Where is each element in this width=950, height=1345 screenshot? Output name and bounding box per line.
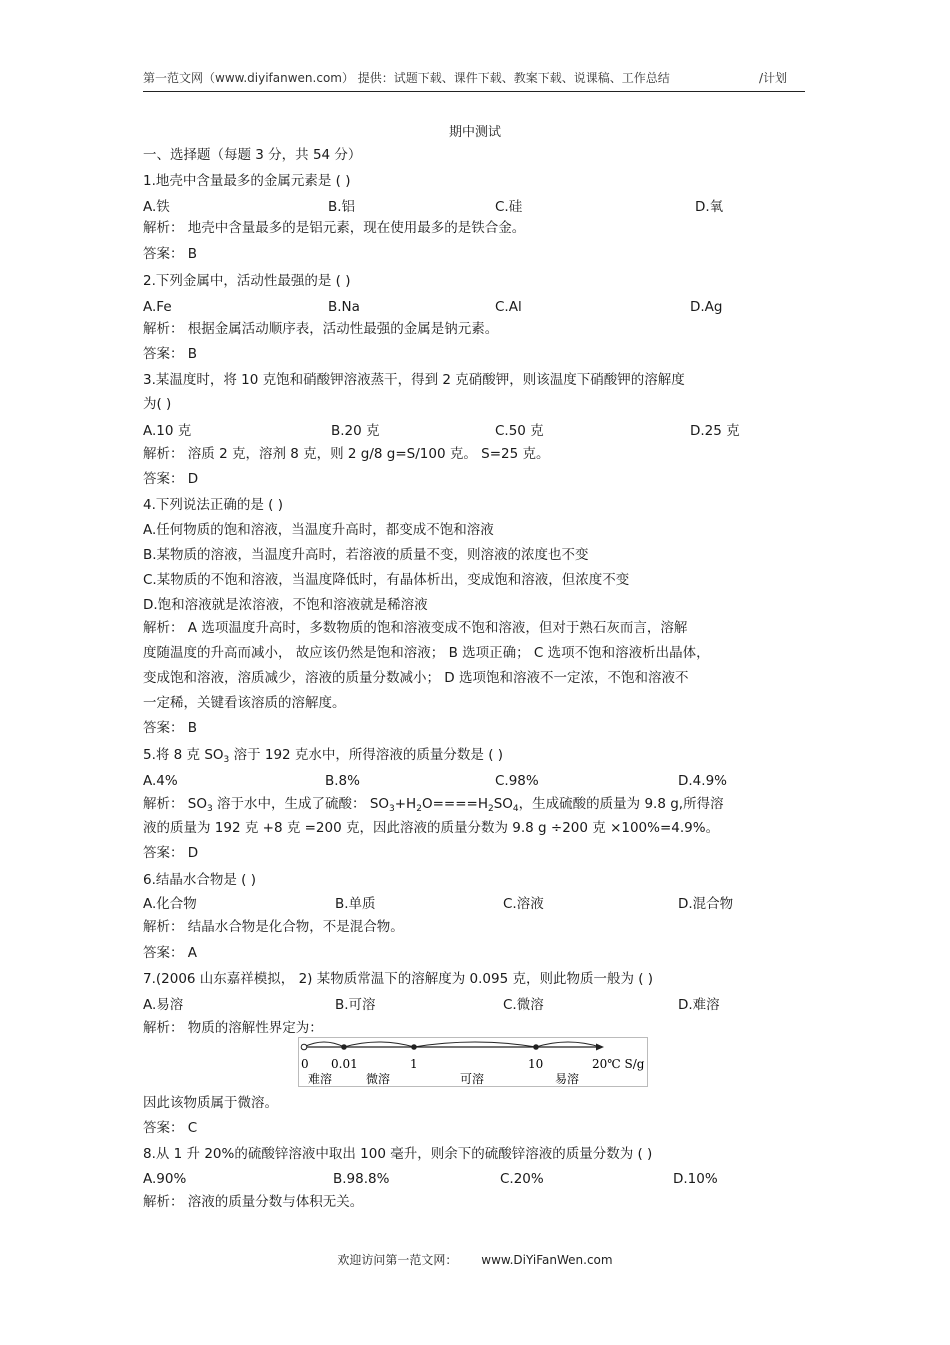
q5-analysis-line-1 [143,795,724,818]
q8-option-c: C.20% [500,1171,544,1187]
q5-stem-subscript: 3 [223,755,230,765]
q6-analysis: 解析： 结晶水合物是化合物，不是混合物。 [143,919,404,935]
tick-label: 0.01 [331,1057,358,1071]
q3-option-a: A.10 克 [143,423,192,439]
q2-option-b: B.Na [328,299,360,315]
q5-analysis-text: 溶于水中，生成了硫酸： SO [212,796,390,812]
scale-point-0 [301,1044,307,1050]
q1-answer: 答案： B [143,246,198,262]
region-label: 易溶 [555,1072,580,1086]
q4-choice-b: B.某物质的溶液，当温度升高时，若溶液的质量不变，则溶液的浓度也不变 [143,547,589,563]
region-arc-kerong [414,1042,536,1047]
q6-option-c: C.溶液 [503,896,544,912]
q5-analysis-text: 解析： SO [143,796,207,812]
header-left-text: 第一范文网（www.diyifanwen.com） 提供：试题下载、课件下载、教案下载、说课稿、工作总结 [143,71,670,85]
q4-choice-c: C.某物质的不饱和溶液，当温度降低时，有晶体析出，变成饱和溶液，但浓度不变 [143,572,630,588]
q2-option-a: A.Fe [143,299,172,315]
header-right-text: /计划 [758,71,787,85]
scale-point-0.01 [341,1044,347,1050]
q4-answer: 答案： B [143,720,198,736]
q5-analysis-text: ，生成硫酸的质量为 9.8 g,所得溶 [518,796,724,812]
q8-option-b: B.98.8% [333,1171,390,1187]
q4-choice-d: D.饱和溶液就是浓溶液，不饱和溶液就是稀溶液 [143,597,428,613]
question-8-stem: 8.从 1 升 20%的硫酸锌溶液中取出 100 毫升，则余下的硫酸锌溶液的质量分数为 ( ) [143,1146,653,1162]
q5-stem-part-b: 溶于 192 克水中，所得溶液的质量分数是 ( ) [229,747,504,763]
question-2-stem: 2.下列金属中，活动性最强的是 ( ) [143,273,351,289]
solubility-scale-figure [298,1037,648,1087]
q5-answer: 答案： D [143,845,199,861]
q7-conclusion: 因此该物质属于微溶。 [143,1095,278,1111]
subscript-3: 3 [207,804,213,814]
q3-answer: 答案： D [143,471,199,487]
header-divider [143,91,805,92]
q8-analysis: 解析： 溶液的质量分数与体积无关。 [143,1194,364,1210]
tick-label: 10 [528,1057,544,1071]
q5-option-b: B.8% [325,773,360,789]
scale-point-1 [411,1044,417,1050]
region-arc-weirong [344,1042,414,1047]
subscript-3: 3 [389,804,395,814]
region-arc-nanrong [304,1042,344,1047]
q8-option-d: D.10% [673,1171,718,1187]
q1-option-a: A.铁 [143,199,170,215]
subscript-4: 4 [512,804,519,814]
q7-analysis: 解析： 物质的溶解性界定为： [143,1020,323,1036]
scale-point-10 [533,1044,539,1050]
q5-stem-part-a: 5.将 8 克 SO [143,747,224,763]
q6-option-a: A.化合物 [143,896,197,912]
q2-option-d: D.Ag [690,299,723,315]
region-label: 难溶 [308,1072,333,1086]
q7-option-a: A.易溶 [143,997,184,1013]
question-4-stem: 4.下列说法正确的是 ( ) [143,497,283,513]
q5-analysis-text: O====H [421,796,488,812]
q6-answer: 答案： A [143,945,198,961]
q1-option-c: C.硅 [495,199,523,215]
q4-analysis-line-4: 一定稀，关键看该溶质的溶解度。 [143,695,346,711]
q3-option-b: B.20 克 [331,423,380,439]
tick-label: 0 [301,1057,309,1071]
footer-text: 欢迎访问第一范文网： [337,1253,458,1267]
q1-analysis: 解析： 地壳中含量最多的是铝元素，现在使用最多的是铁合金。 [143,220,526,236]
footer-url-link[interactable]: www.DiYiFanWen.com [481,1253,613,1267]
region-label: 微溶 [366,1072,391,1086]
q5-analysis-text: SO [493,796,513,812]
q7-option-c: C.微溶 [503,997,544,1013]
question-3-stem: 3.某温度时，将 10 克饱和硝酸钾溶液蒸干，得到 2 克硝酸钾，则该温度下硝酸钾的溶解度 [143,372,685,388]
tick-label: 1 [410,1057,418,1071]
q3-option-c: C.50 克 [495,423,544,439]
q7-answer: 答案： C [143,1120,198,1136]
q2-analysis: 解析： 根据金属活动顺序表，活动性最强的金属是钠元素。 [143,321,499,337]
q3-option-d: D.25 克 [690,423,740,439]
q7-option-b: B.可溶 [335,997,376,1013]
q1-option-d: D.氧 [695,199,724,215]
page-title: 期中测试 [448,125,501,140]
subscript-2: 2 [487,804,494,814]
q4-analysis-line-3: 变成饱和溶液，溶质减少，溶液的质量分数减小； D 选项饱和溶液不一定浓，不饱和溶液不 [143,670,689,686]
section-heading: 一、选择题（每题 3 分，共 54 分） [143,147,362,163]
q1-option-b: B.铝 [328,199,356,215]
region-label: 可溶 [460,1072,485,1086]
q5-analysis-text: +H [394,796,417,812]
page-footer [0,1251,950,1268]
q3-analysis: 解析： 溶质 2 克，溶剂 8 克，则 2 g/8 g=S/100 克。 S=25 克。 [143,446,550,462]
question-6-stem: 6.结晶水合物是 ( ) [143,872,256,888]
q4-analysis-line-2: 度随温度的升高而减小， 故应该仍然是饱和溶液； B 选项正确； C 选项不饱和溶液析出晶体， [143,645,710,661]
page-header [143,69,805,86]
region-arc-yirong [536,1042,600,1047]
q2-answer: 答案： B [143,346,198,362]
q5-analysis-line-2: 液的质量为 192 克 +8 克 =200 克，因此溶液的质量分数为 9.8 g ÷200 克 ×100%=4.9%。 [143,820,720,836]
subscript-2: 2 [416,804,422,814]
q8-option-a: A.90% [143,1171,187,1187]
q5-option-d: D.4.9% [678,773,727,789]
q6-option-b: B.单质 [335,896,376,912]
q7-option-d: D.难溶 [678,997,720,1013]
question-7-stem: 7.(2006 山东嘉祥模拟， 2) 某物质常温下的溶解度为 0.095 克，则此物质一般为 ( ) [143,971,654,987]
q6-option-d: D.混合物 [678,896,734,912]
q2-option-c: C.Al [495,299,522,315]
question-5-stem [143,746,503,769]
q5-option-a: A.4% [143,773,178,789]
question-3-stem-cont: 为( ) [143,396,172,412]
tick-label: 20℃ S/g [592,1057,645,1071]
q5-option-c: C.98% [495,773,539,789]
q4-choice-a: A.任何物质的饱和溶液，当温度升高时，都变成不饱和溶液 [143,522,494,538]
question-1-stem: 1.地壳中含量最多的金属元素是 ( ) [143,173,351,189]
q4-analysis-line-1: 解析： A 选项温度升高时，多数物质的饱和溶液变成不饱和溶液，但对于熟石灰而言，溶解 [143,620,688,636]
